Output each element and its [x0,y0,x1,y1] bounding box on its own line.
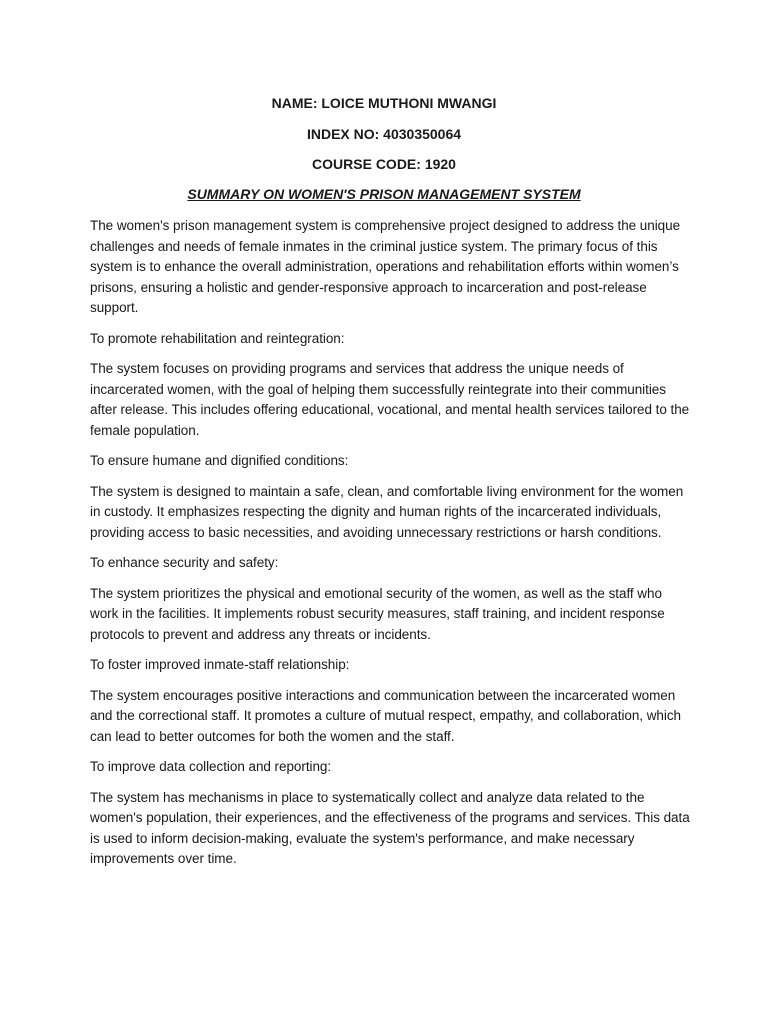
section-paragraph: The system is designed to maintain a safe, clean, and comfortable living environment for the women in custody. It emphasizes respecting the dignity and human rights of the incarcerated individuals, providing access to basic necessities, and avoiding unnecessary restrictions or harsh conditions. [90,483,684,540]
section-heading: To promote rehabilitation and reintegration: [90,330,345,346]
document-body [90,216,690,880]
intro-paragraph: The women's prison management system is comprehensive project designed to address the unique challenges and needs of female inmates in the criminal justice system. The primary focus of this system is to enhance the overall administration, operations and rehabilitation efforts within women’s prisons, ensuring a holistic and gender-responsive approach to incarceration and post-release support. [90,218,681,315]
section-heading: To foster improved inmate-staff relationship: [90,657,350,672]
document-page [90,0,690,1024]
section-paragraph: The system has mechanisms in place to systematically collect and analyze data related to the women's population, their experiences, and the effectiveness of the programs and services. This data is used to inform decision-making, evaluate the system's performance, and make necessary improvements over time. [90,789,690,866]
index-number: INDEX NO: 4030350064 [306,126,462,142]
student-name: NAME: LOICE MUTHONI MWANGI [271,95,497,111]
course-code: COURSE CODE: 1920 [312,156,456,172]
document-title: SUMMARY ON WOMEN'S PRISON MANAGEMENT SYSTEM [187,186,581,202]
section-paragraph: The system prioritizes the physical and emotional security of the women, as well as the staff who work in the facilities. It implements robust security measures, staff training, and incident response protocols to prevent and address any threats or incidents. [90,585,665,642]
section-paragraph: The system focuses on providing programs and services that address the unique needs of incarcerated women, with the goal of helping them successfully reintegrate into their communities after release. This includes offering educational, vocational, and mental health services tailored to the female population. [90,361,690,438]
section-heading: To ensure humane and dignified conditions: [90,453,349,468]
section-heading: To enhance security and safety: [90,555,279,570]
section-paragraph: The system encourages positive interactions and communication between the incarcerated women and the correctional staff. It promotes a culture of mutual respect, empathy, and collaboration, which can lead to better outcomes for both the women and the staff. [90,687,681,744]
section-heading: To improve data collection and reporting: [90,759,332,774]
